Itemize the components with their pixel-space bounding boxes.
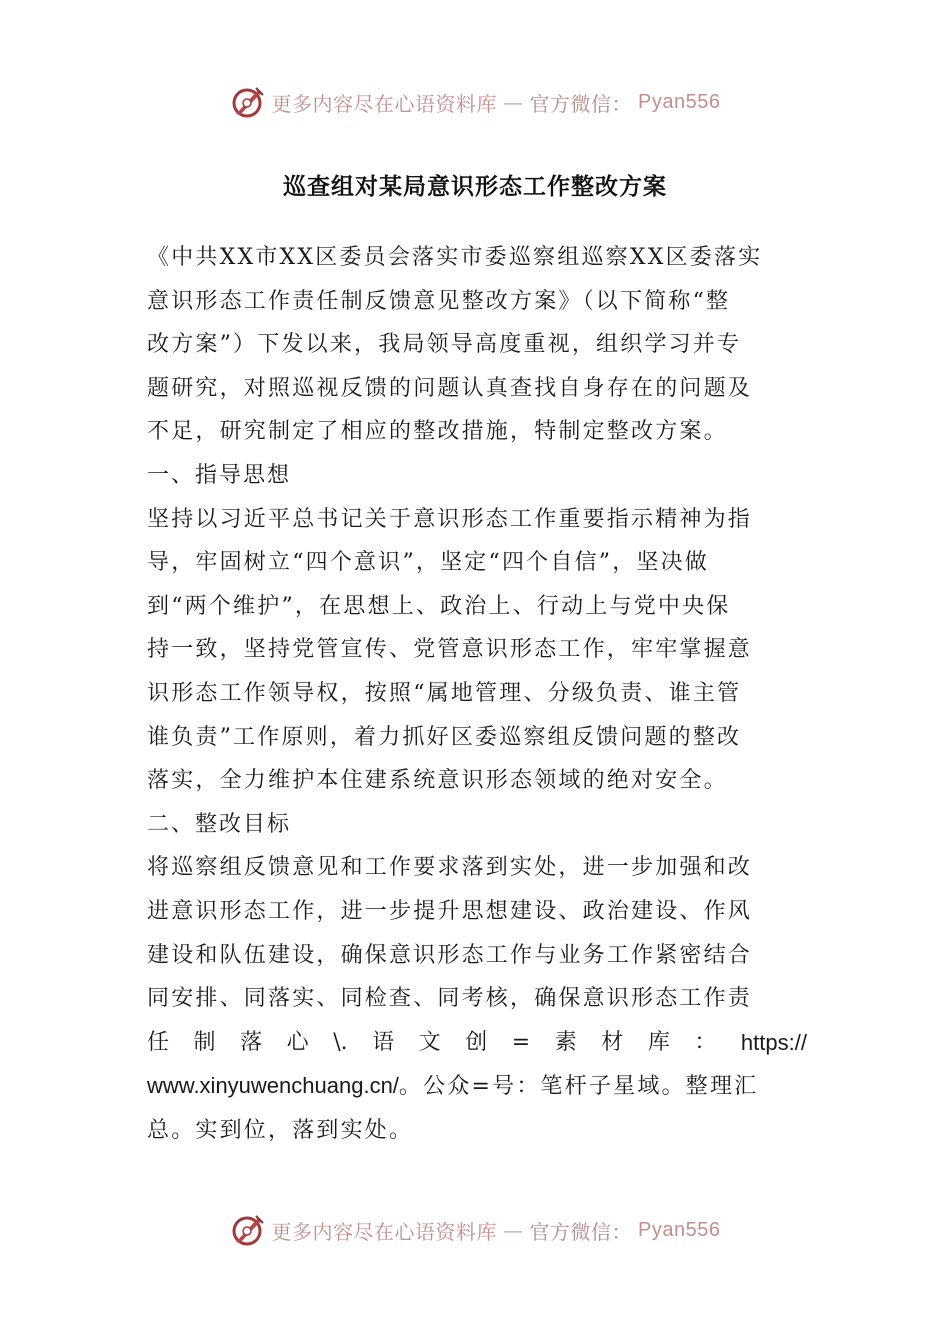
spread-char: 创 (465, 1029, 488, 1055)
spread-char: ： (694, 1029, 717, 1055)
banner-site-text: 更多内容尽在心语资料库 (271, 1219, 498, 1244)
intro-line: 《中共XX市XX区委员会落实市委巡察组巡察XX区委落实 (147, 245, 763, 270)
spread-char: = (511, 1029, 531, 1055)
banner-site-text: 更多内容尽在心语资料库 (271, 91, 498, 116)
last-line: 总。实到位，落到实处。 (147, 1117, 414, 1143)
section1-line: 谁负责”工作原则，着力抓好区委巡察组反馈问题的整改 (147, 724, 742, 750)
section1-line: 持一致，坚持党管宣传、党管意识形态工作，牢牢掌握意 (147, 637, 753, 663)
section-heading-rectification-goals: 二、整改目标 (147, 811, 292, 837)
website-link[interactable]: www.xinyuwenchuang.cn/ (147, 1073, 399, 1099)
spread-text-line (147, 1021, 807, 1065)
spread-char: 制 (193, 1029, 216, 1055)
spread-char: \. (333, 1029, 348, 1055)
banner-dash: — (503, 1218, 524, 1242)
section2-line: 将巡察组反馈意见和工作要求落到实处，进一步加强和改 (147, 855, 753, 881)
banner-wechat-id: Pyan556 (638, 1218, 721, 1241)
quill-logo-icon (230, 84, 266, 120)
url-line (147, 1064, 807, 1109)
url-line-rest: 。公众=号：笔杆子星域。整理汇 (398, 1074, 759, 1100)
banner-label: 官方微信： (529, 1219, 633, 1244)
intro-line: 改方案”）下发以来，我局领导高度重视，组织学习并专 (147, 332, 742, 358)
intro-line: 题研究，对照巡视反馈的问题认真查找自身存在的问题及 (147, 375, 753, 401)
spread-char: 语 (372, 1029, 395, 1055)
spread-char: 任 (147, 1029, 170, 1055)
section2-line: 进意识形态工作，进一步提升思想建设、政治建设、作风 (147, 898, 753, 924)
section1-line: 坚持以习近平总书记关于意识形态工作重要指示精神为指 (147, 506, 753, 532)
spread-char: 心 (286, 1029, 309, 1055)
intro-line: 不足，研究制定了相应的整改措施，特制定整改方案。 (147, 419, 728, 445)
section-heading-guiding-ideology: 一、指导思想 (147, 462, 292, 488)
document-body (147, 236, 807, 1152)
document-title: 巡查组对某局意识形态工作整改方案 (283, 173, 667, 200)
quill-logo-icon (230, 1212, 266, 1248)
section1-line: 识形态工作领导权，按照“属地管理、分级负责、谁主管 (147, 680, 742, 706)
banner-dash: — (503, 90, 524, 114)
banner-wechat-id: Pyan556 (638, 90, 721, 113)
spread-char: 库 (647, 1029, 670, 1055)
section2-line: 同安排、同落实、同检查、同考核，确保意识形态工作责 (147, 986, 753, 1012)
banner-label: 官方微信： (529, 91, 633, 116)
intro-line: 意识形态工作责任制反馈意见整改方案》（以下简称“整 (147, 288, 731, 314)
section2-line: 建设和队伍建设，确保意识形态工作与业务工作紧密结合 (147, 942, 753, 968)
spread-char: 素 (554, 1029, 577, 1055)
section1-line: 落实，全力维护本住建系统意识形态领域的绝对安全。 (147, 768, 728, 794)
section1-line: 到“两个维护”，在思想上、政治上、行动上与党中央保 (147, 593, 731, 619)
section1-line: 导，牢固树立“四个意识”，坚定“四个自信”，坚决做 (147, 550, 709, 576)
footer-banner (0, 1208, 950, 1252)
spread-char: 文 (418, 1029, 441, 1055)
spread-char: 落 (240, 1029, 263, 1055)
header-banner (0, 80, 950, 124)
spread-url-prefix: https:// (740, 1029, 807, 1055)
spread-char: 材 (601, 1029, 624, 1055)
